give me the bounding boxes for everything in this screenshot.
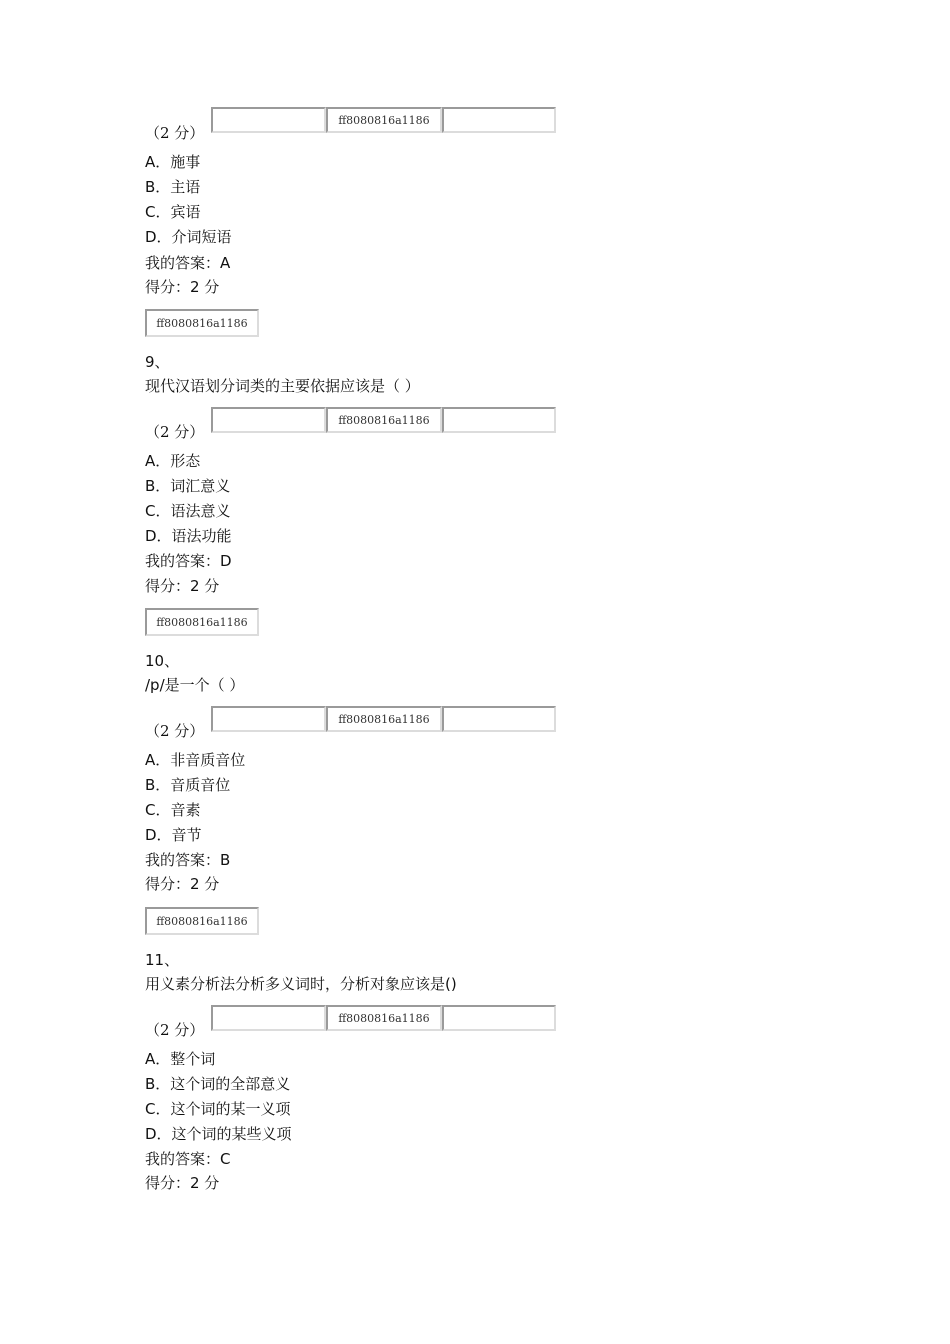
answer-field-code[interactable]: ff8080816a1186 — [326, 1005, 442, 1031]
question-id-box: ff8080816a1186 — [145, 608, 259, 636]
option-c: C．音素 — [145, 801, 201, 819]
question-id-box: ff8080816a1186 — [145, 907, 259, 935]
option-c: C．这个词的某一义项 — [145, 1100, 291, 1118]
score-label: （2 分） — [145, 423, 205, 441]
answer-field-left[interactable] — [211, 107, 326, 133]
answer-field-left[interactable] — [211, 1005, 326, 1031]
my-answer: 我的答案：D — [145, 552, 232, 570]
option-b: B．音质音位 — [145, 776, 231, 794]
option-d: D．介词短语 — [145, 228, 232, 246]
earned-score: 得分：2 分 — [145, 1174, 220, 1192]
score-label: （2 分） — [145, 722, 205, 740]
question-id-box: ff8080816a1186 — [145, 309, 259, 337]
option-b: B．主语 — [145, 178, 201, 196]
option-c: C．语法意义 — [145, 502, 231, 520]
score-label: （2 分） — [145, 124, 205, 142]
answer-fields — [211, 107, 556, 133]
answer-field-left[interactable] — [211, 407, 326, 433]
answer-fields — [211, 1005, 556, 1031]
option-a: A．非音质音位 — [145, 751, 246, 769]
option-a: A．整个词 — [145, 1050, 216, 1068]
answer-field-code[interactable]: ff8080816a1186 — [326, 107, 442, 133]
question-text: 用义素分析法分析多义词时，分析对象应该是() — [145, 975, 457, 993]
my-answer: 我的答案：A — [145, 254, 231, 272]
answer-field-right[interactable] — [442, 706, 556, 732]
earned-score: 得分：2 分 — [145, 875, 220, 893]
answer-field-right[interactable] — [442, 107, 556, 133]
answer-field-right[interactable] — [442, 407, 556, 433]
my-answer: 我的答案：C — [145, 1150, 231, 1168]
option-b: B．词汇意义 — [145, 477, 231, 495]
answer-fields — [211, 407, 556, 433]
answer-fields — [211, 706, 556, 732]
option-d: D．语法功能 — [145, 527, 232, 545]
question-text: /p/是一个（ ） — [145, 676, 245, 694]
my-answer: 我的答案：B — [145, 851, 231, 869]
score-label: （2 分） — [145, 1021, 205, 1039]
question-number: 10、 — [145, 652, 180, 670]
answer-field-code[interactable]: ff8080816a1186 — [326, 706, 442, 732]
answer-field-code[interactable]: ff8080816a1186 — [326, 407, 442, 433]
option-b: B．这个词的全部意义 — [145, 1075, 291, 1093]
option-a: A．施事 — [145, 153, 201, 171]
question-text: 现代汉语划分词类的主要依据应该是（ ） — [145, 377, 420, 395]
option-c: C．宾语 — [145, 203, 201, 221]
answer-field-left[interactable] — [211, 706, 326, 732]
question-number: 11、 — [145, 951, 180, 969]
option-d: D．这个词的某些义项 — [145, 1125, 292, 1143]
earned-score: 得分：2 分 — [145, 577, 220, 595]
earned-score: 得分：2 分 — [145, 278, 220, 296]
answer-field-right[interactable] — [442, 1005, 556, 1031]
option-d: D．音节 — [145, 826, 202, 844]
option-a: A．形态 — [145, 452, 201, 470]
question-number: 9、 — [145, 353, 170, 371]
